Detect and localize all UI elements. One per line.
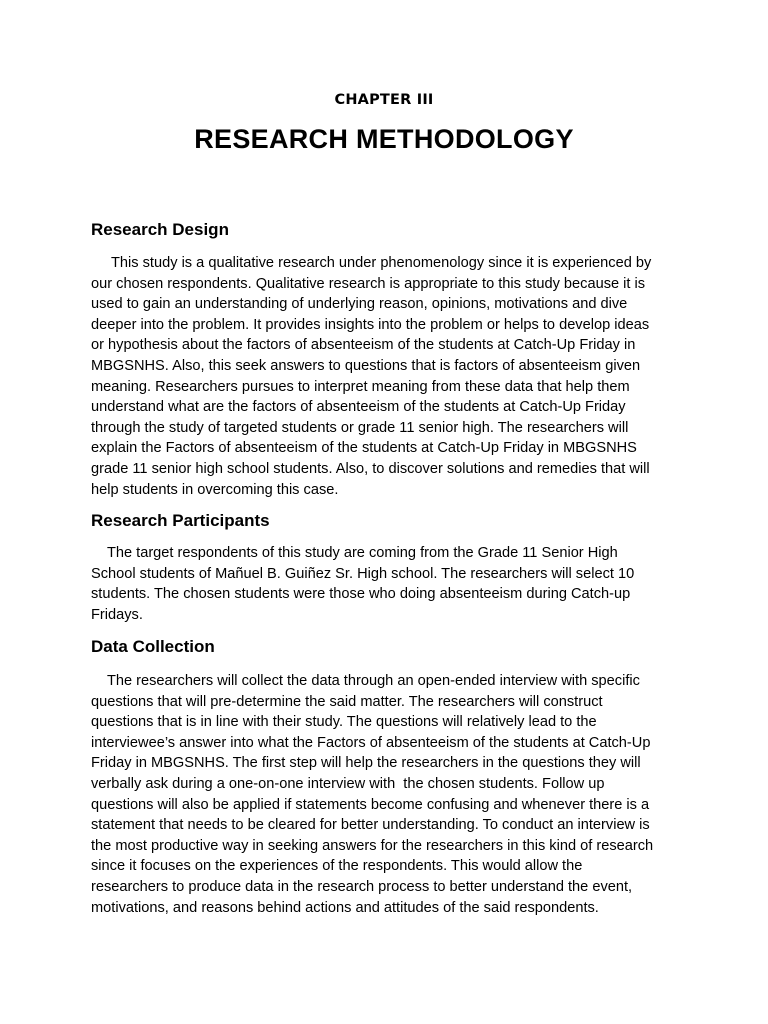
paragraph-line: questions that is in line with their study. The questions will relatively lead to the [91, 714, 597, 731]
paragraph-research-design [91, 253, 675, 500]
paragraph-line: students. The chosen students were those who doing absenteeism during Catch-up [91, 586, 631, 603]
paragraph-line: used to gain an understanding of underlying reason, opinions, motivations and dive [91, 296, 628, 313]
paragraph-data-collection [91, 671, 675, 918]
paragraph-line: our chosen respondents. Qualitative research is appropriate to this study because it is [91, 275, 646, 292]
paragraph-line: deeper into the problem. It provides insights into the problem or helps to develop ideas [91, 316, 650, 333]
chapter-title: RESEARCH METHODOLOGY [194, 124, 574, 154]
paragraph-line: The researchers will collect the data through an open-ended interview with specific [91, 673, 640, 689]
paragraph-line: grade 11 senior high school students. Also, to discover solutions and remedies that will [91, 460, 650, 477]
paragraph-line: verbally ask during a one-on-one interview with the chosen students. Follow up [91, 775, 605, 792]
paragraph-line: understand what are the factors of absenteeism of the students at Catch-Up Friday [91, 399, 626, 416]
paragraph-line: Friday in MBGSNHS. The first step will help the researchers in the questions they will [91, 755, 641, 772]
chapter-label: CHAPTER III [334, 92, 434, 108]
paragraph-line: motivations, and reasons behind actions and attitudes of the said respondents. [91, 899, 599, 916]
paragraph-line: since it focuses on the experiences of the respondents. This would allow the [91, 858, 583, 875]
paragraph-line: the most productive way in seeking answers for the researchers in this kind of research [91, 837, 654, 854]
paragraph-line: Fridays. [91, 606, 143, 623]
paragraph-line: meaning. Researchers pursues to interpret meaning from these data that help them [91, 378, 630, 395]
paragraph-line: The target respondents of this study are coming from the Grade 11 Senior High [91, 545, 618, 561]
paragraph-line: help students in overcoming this case. [91, 481, 339, 498]
paragraph-line: through the study of targeted students or grade 11 senior high. The researchers will [91, 419, 629, 436]
paragraph-line: School students of Mañuel B. Guiñez Sr. High school. The researchers will select 10 [91, 565, 635, 582]
paragraph-line: interviewee’s answer into what the Factors of absenteeism of the students at Catch-Up [91, 734, 651, 751]
paragraph-line: This study is a qualitative research under phenomenology since it is experienced by [91, 255, 652, 271]
section-heading-research-design: Research Design [91, 220, 229, 239]
paragraph-line: explain the Factors of absenteeism of the students at Catch-Up Friday in MBGSNHS [91, 440, 637, 457]
paragraph-line: statement that needs to be cleared for better understanding. To conduct an interview is [91, 817, 650, 834]
paragraph-line: or hypothesis about the factors of absenteeism of the students at Catch-Up Friday in [91, 337, 636, 354]
paragraph-line: MBGSNHS. Also, this seek answers to questions that is factors of absenteeism given [91, 357, 641, 374]
section-heading-research-participants: Research Participants [91, 511, 270, 530]
paragraph-line: questions will also be applied if statements become confusing and whenever there is a [91, 796, 650, 813]
section-heading-data-collection: Data Collection [91, 637, 215, 656]
paragraph-line: researchers to produce data in the research process to better understand the event, [91, 878, 633, 895]
paragraph-line: questions that will pre-determine the said matter. The researchers will construct [91, 693, 603, 710]
paragraph-research-participants [91, 543, 675, 625]
